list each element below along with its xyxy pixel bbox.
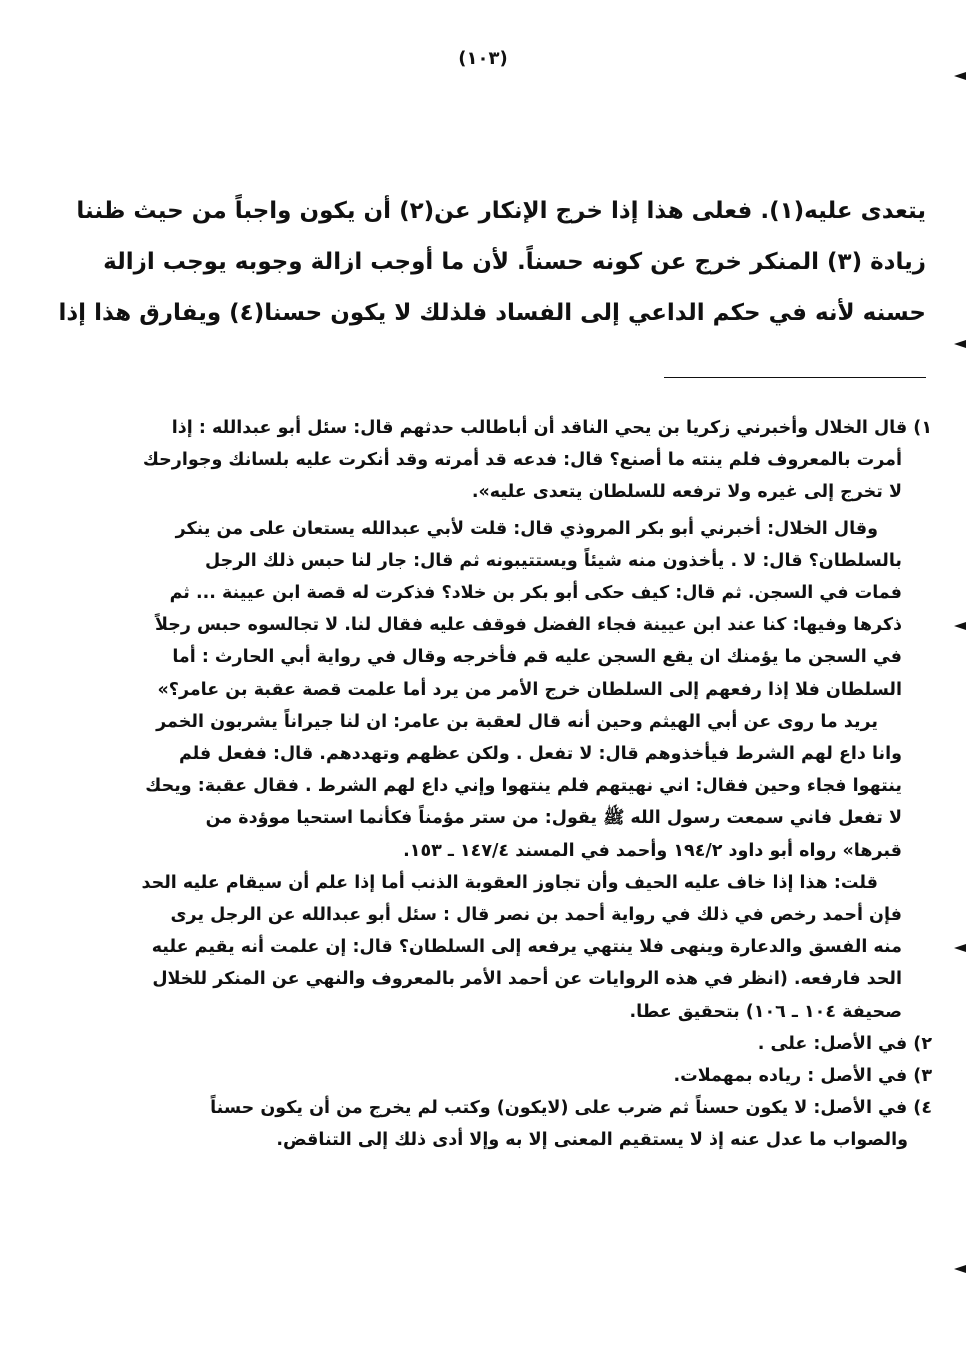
page-number: (١٠٣) [458, 48, 508, 69]
main-text-line: زيادة (٣) المنكر خرج عن كونه حسناً. لأن ما أوجب ازالة وجوبه يوجب ازالة [103, 249, 926, 275]
footnote-line: قلت: هذا إذا خاف عليه الحيف وأن تجاوز العقوبة الذنب أما إذا علم أن سيقام عليه الحد [141, 872, 878, 893]
footnote-separator [664, 377, 926, 378]
main-text-line: يتعدى عليه(١). فعلى هذا إذا خرج الإنكار عن(٢) أن يكون واجباً من حيث ظننا [76, 198, 926, 224]
main-text-line: حسنه لأنه في حكم الداعي إلى الفساد فلذلك لا يكون حسنا(٤) ويفارق هذا إذا [58, 300, 926, 326]
footnote-line: ١) قال الخلال وأخبرني زكريا بن يحي الناقد أن أباطالب حدثهم قال: سئل أبو عبدالله : إذا [171, 418, 932, 438]
footnote-line: الحد فارفعه. (انظر في هذه الروايات عن أحمد الأمر بالمعروف والنهي عن المنكر للخلال [152, 969, 902, 990]
footnote-line: فإن أحمد رخص في ذلك في رواية أحمد بن نصر قال : سئل أبو عبدالله عن الرجل يرى [170, 905, 902, 926]
binding-mark-icon [954, 944, 966, 952]
footnote-line: يريد ما روى عن أبي الهيثم وحين أنه قال لعقبة بن عامر: ان لنا جيراناً يشربون الخمر [156, 711, 878, 732]
binding-mark-icon [954, 72, 966, 80]
footnote-4 [104, 1092, 932, 1156]
footnote-line: صحيفة ١٠٤ ـ ١٠٦) بتحقيق عطا. [629, 1001, 902, 1022]
footnote-line: لا تخرج إلى غيره ولا ترفعه للسلطان يتعدى عليه». [471, 482, 902, 503]
footnote-line: ٤) في الأصل: لا يكون حسناً ثم ضرب على (لايكون) وكتب لم يخرج من أن يكون حسناً [210, 1098, 932, 1119]
footnote-line: وانا داع لهم الشرط فيأخذوهم قال: لا تفعل . ولكن عظهم وتهددهم. قال: ففعل فلم [178, 744, 902, 765]
footnote-line: ٣) في الأصل : رياده بمهملات. [673, 1066, 932, 1087]
footnote-line: أمرت بالمعروف فلم ينته ما أصنع؟ قال: فدعه قد أمرته وقد أنكرت عليه بلسانك وجوارحك [142, 450, 902, 471]
footnote-line: منه الفسق والدعارة وينهى فلا ينتهي يرفعه إلى السلطان؟ قال: إن علمت أنه يقيم عليه [151, 937, 902, 958]
footnote-line: بالسلطان؟ قال: لا . يأخذون منه شيئاً ويستتيبونه ثم قال: جار لنا حبس ذلك الرجل [205, 550, 902, 571]
footnote-line: ينتهوا فجاء وحين فقال: اني نهيتهم فلم ينتهوا وإني داع لهم الشرط . فقال عقبة: ويحك [145, 776, 902, 797]
binding-mark-icon [954, 1265, 966, 1273]
footnote-line: لا تفعل فاني سمعت رسول الله ﷺ يقول: من ستر مؤمناً فكأنما استحيا موؤدة من [205, 808, 902, 829]
main-text [58, 186, 926, 339]
footnote-3 [104, 1060, 932, 1092]
footnote-line: ذكرها وفيها: كنا عند ابن عيينة فجاء الفضل فوقف عليه فقال لنا. لا تجالسوه حبس رجلاً [154, 615, 902, 636]
footnote-2 [104, 1028, 932, 1060]
footnote-line: السلطان فلا إذا رفعهم إلى السلطان خرج الأمر من يرد أما علمت قصة عقبة بن عامر؟» [157, 679, 902, 700]
footnote-line: قبرها» رواه أبو داود ١٩٤/٢ وأحمد في المسند ١٤٧/٤ ـ ١٥٣. [403, 840, 902, 861]
footnotes [104, 412, 932, 1157]
footnote-line: فمات في السجن. ثم قال: كيف حكى أبو بكر بن خلاد؟ فذكرت له قصة ابن عيينة ... ثم [169, 583, 902, 604]
footnote-line: ٢) في الأصل: على . [757, 1033, 932, 1054]
footnote-line: وقال الخلال: أخبرني أبو بكر المروذي قال: قلت لأبي عبدالله يستعان على من ينكر [175, 518, 878, 539]
binding-mark-icon [954, 622, 966, 630]
footnote-1 [104, 412, 932, 1028]
footnote-line: والصواب ما عدل عنه إذ لا يستقيم المعنى إلا به وإلا أدى ذلك إلى التناقض. [276, 1130, 908, 1151]
footnote-line: في السجن ما يؤمنك ان يقع السجن عليه قم فأخرجه وقال في رواية أبي الحارث : أما [172, 647, 902, 668]
binding-mark-icon [954, 340, 966, 348]
